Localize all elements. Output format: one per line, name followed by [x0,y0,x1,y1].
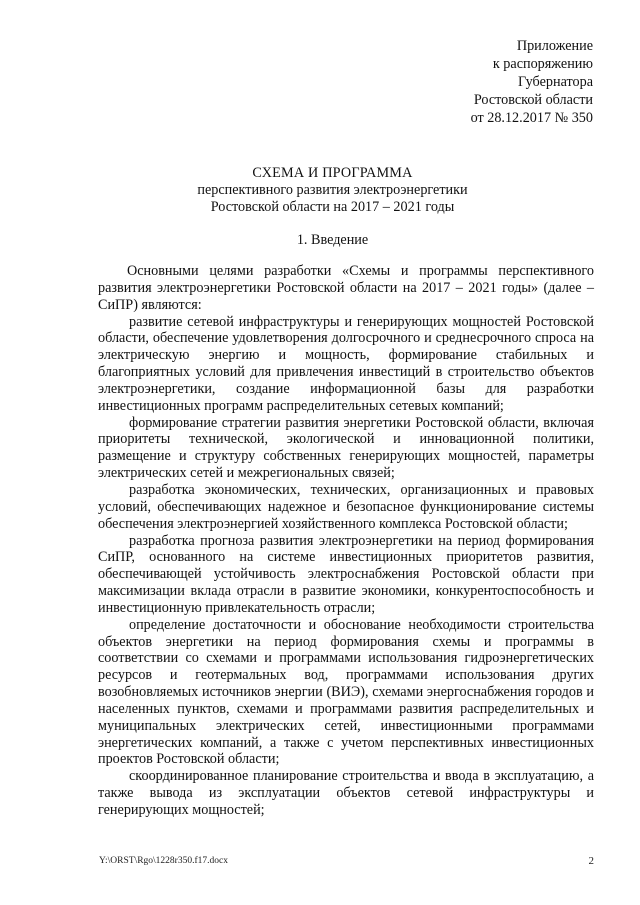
body-text [98,263,594,819]
paragraph: разработка прогноза развития электроэнергетики на период формирования СиПР, основанного на системе инвестиционных приоритетов развития, обеспечивающей устойчивость электроснабжения Ростовской области при максимизации вклада отрасли в развитие экономики, конкурентоспособность и инвестиционную привлекательность отрасли; [98,532,594,616]
paragraph: разработка экономических, технических, организационных и правовых условий, обеспечивающих надежное и безопасное функционирование системы обеспечения электроэнергией хозяйственного комплекса Ростовской области; [98,481,594,532]
paragraph: Основными целями разработки «Схемы и программы перспективного развития электроэнергетики Ростовской области на 2017 – 2021 годы» (далее – СиПР) являются: [98,263,594,313]
subtitle-line: Ростовской области на 2017 – 2021 годы [210,199,455,215]
appendix-line: Губернатора [517,74,593,90]
appendix-stamp [393,37,593,127]
paragraph: формирование стратегии развития энергетики Ростовской области, включая приоритеты технической, экологической и инновационной политики, размещение и структуру собственных генерирующих мощностей, параметры электрических сетей и межрегиональных связей; [98,414,594,482]
subtitle-line: перспективного развития электроэнергетики [197,182,468,198]
paragraph: скоординированное планирование строительства и ввода в эксплуатацию, а также вывода из эксплуатации объектов сетевой инфраструктуры и генерирующих мощностей; [98,768,594,818]
title-line: СХЕМА И ПРОГРАММА [252,165,413,181]
page-number: 2 [588,855,594,867]
appendix-line: к распоряжению [492,56,593,72]
section-heading: 1. Введение [296,232,369,248]
appendix-line: Ростовской области [473,92,593,108]
document-title [0,165,640,216]
appendix-line: от 28.12.2017 № 350 [470,110,593,126]
paragraph: определение достаточности и обоснование необходимости строительства объектов энергетики на период формирования схемы и программы в соответствии со схемами и программами использования гидроэнергетических ресурсов и геотермальных вод, программами использования других возобновляемых источников энергии (ВИЭ), схемами энергоснабжения городов и населенных пунктов, схемами и программами развития распределительных и муниципальных электрических сетей, инвестиционными программами энергетических компаний, а также с учетом перспективных инвестиционных проектов Ростовской области; [98,616,594,768]
appendix-line: Приложение [516,38,593,54]
file-path: Y:\ORST\Rgo\1228r350.f17.docx [99,856,228,866]
paragraph: развитие сетевой инфраструктуры и генерирующих мощностей Ростовской области, обеспечение удовлетворения долгосрочного и среднесрочного спроса на электрическую энергию и мощность, формирование стабильных и благоприятных условий для привлечения инвестиций в строительство объектов электроэнергетики, создание информационной базы для разработки инвестиционных программ распределительных сетевых компаний; [98,313,594,414]
